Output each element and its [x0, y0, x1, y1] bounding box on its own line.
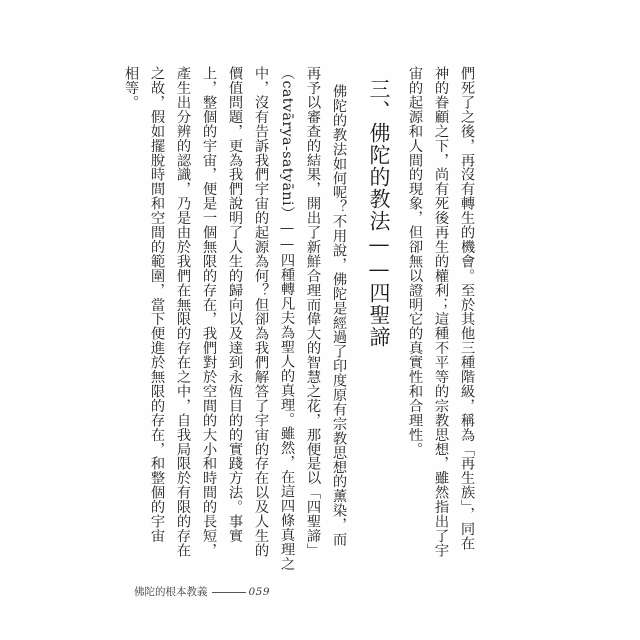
sanskrit-term: catvārya-satyāni	[279, 80, 295, 206]
text-column-4: 佛陀的教法如何呢？不用說，佛陀是經過了印度原有宗教思想的薰染，而	[331, 84, 347, 547]
footer-title: 佛陀的根本教義	[134, 586, 208, 598]
running-footer	[134, 584, 270, 599]
text-column-3: 宙的起源和人間的現象，但卻無以證明它的真實性和合理性。	[407, 66, 423, 457]
text-column-12: 相等。	[123, 66, 139, 110]
open-paren: （	[279, 66, 295, 81]
text-column-1: 們死了之後，再沒有轉生的機會。至於其他三種階級，稱為「再生族」，同在	[459, 66, 475, 551]
page-number: 059	[248, 586, 271, 598]
section-heading: 三、佛陀的教法——四聖諦	[367, 78, 391, 348]
text-column-6	[278, 66, 296, 571]
text-column-10: 產生出分辨的認識，乃是由於我們在無限的存在之中，自我局限於有限的存在	[175, 66, 191, 558]
text-column-5: 再予以審查的結果，開出了新鮮合理而偉大的智慧之花，那便是以「四聖諦」	[305, 66, 321, 558]
column-6-rest: ）——四種轉凡夫為聖人的真理。雖然，在這四條真理之	[279, 205, 295, 571]
text-column-11: 之故，假如擺脫時間和空間的範圍，當下便進於無限的存在，和整個的宇宙	[149, 66, 165, 543]
text-column-9: 上，整個的宇宙，便是一個無限的存在，我們對於空間的大小和時間的長短，	[201, 66, 217, 558]
footer-rule	[212, 592, 246, 593]
text-column-8: 價值問題，更為我們說明了人生的歸向以及達到永恆目的的實踐方法。事實	[227, 66, 243, 543]
text-column-7: 中，沒有告訴我們宇宙的起源為何？但卻為我們解答了宇宙的存在以及人生的	[253, 66, 269, 558]
text-column-2: 神的眷顧之下，尚有死後再生的權利；這種不平等的宗教思想，雖然指出了宇	[433, 66, 449, 558]
